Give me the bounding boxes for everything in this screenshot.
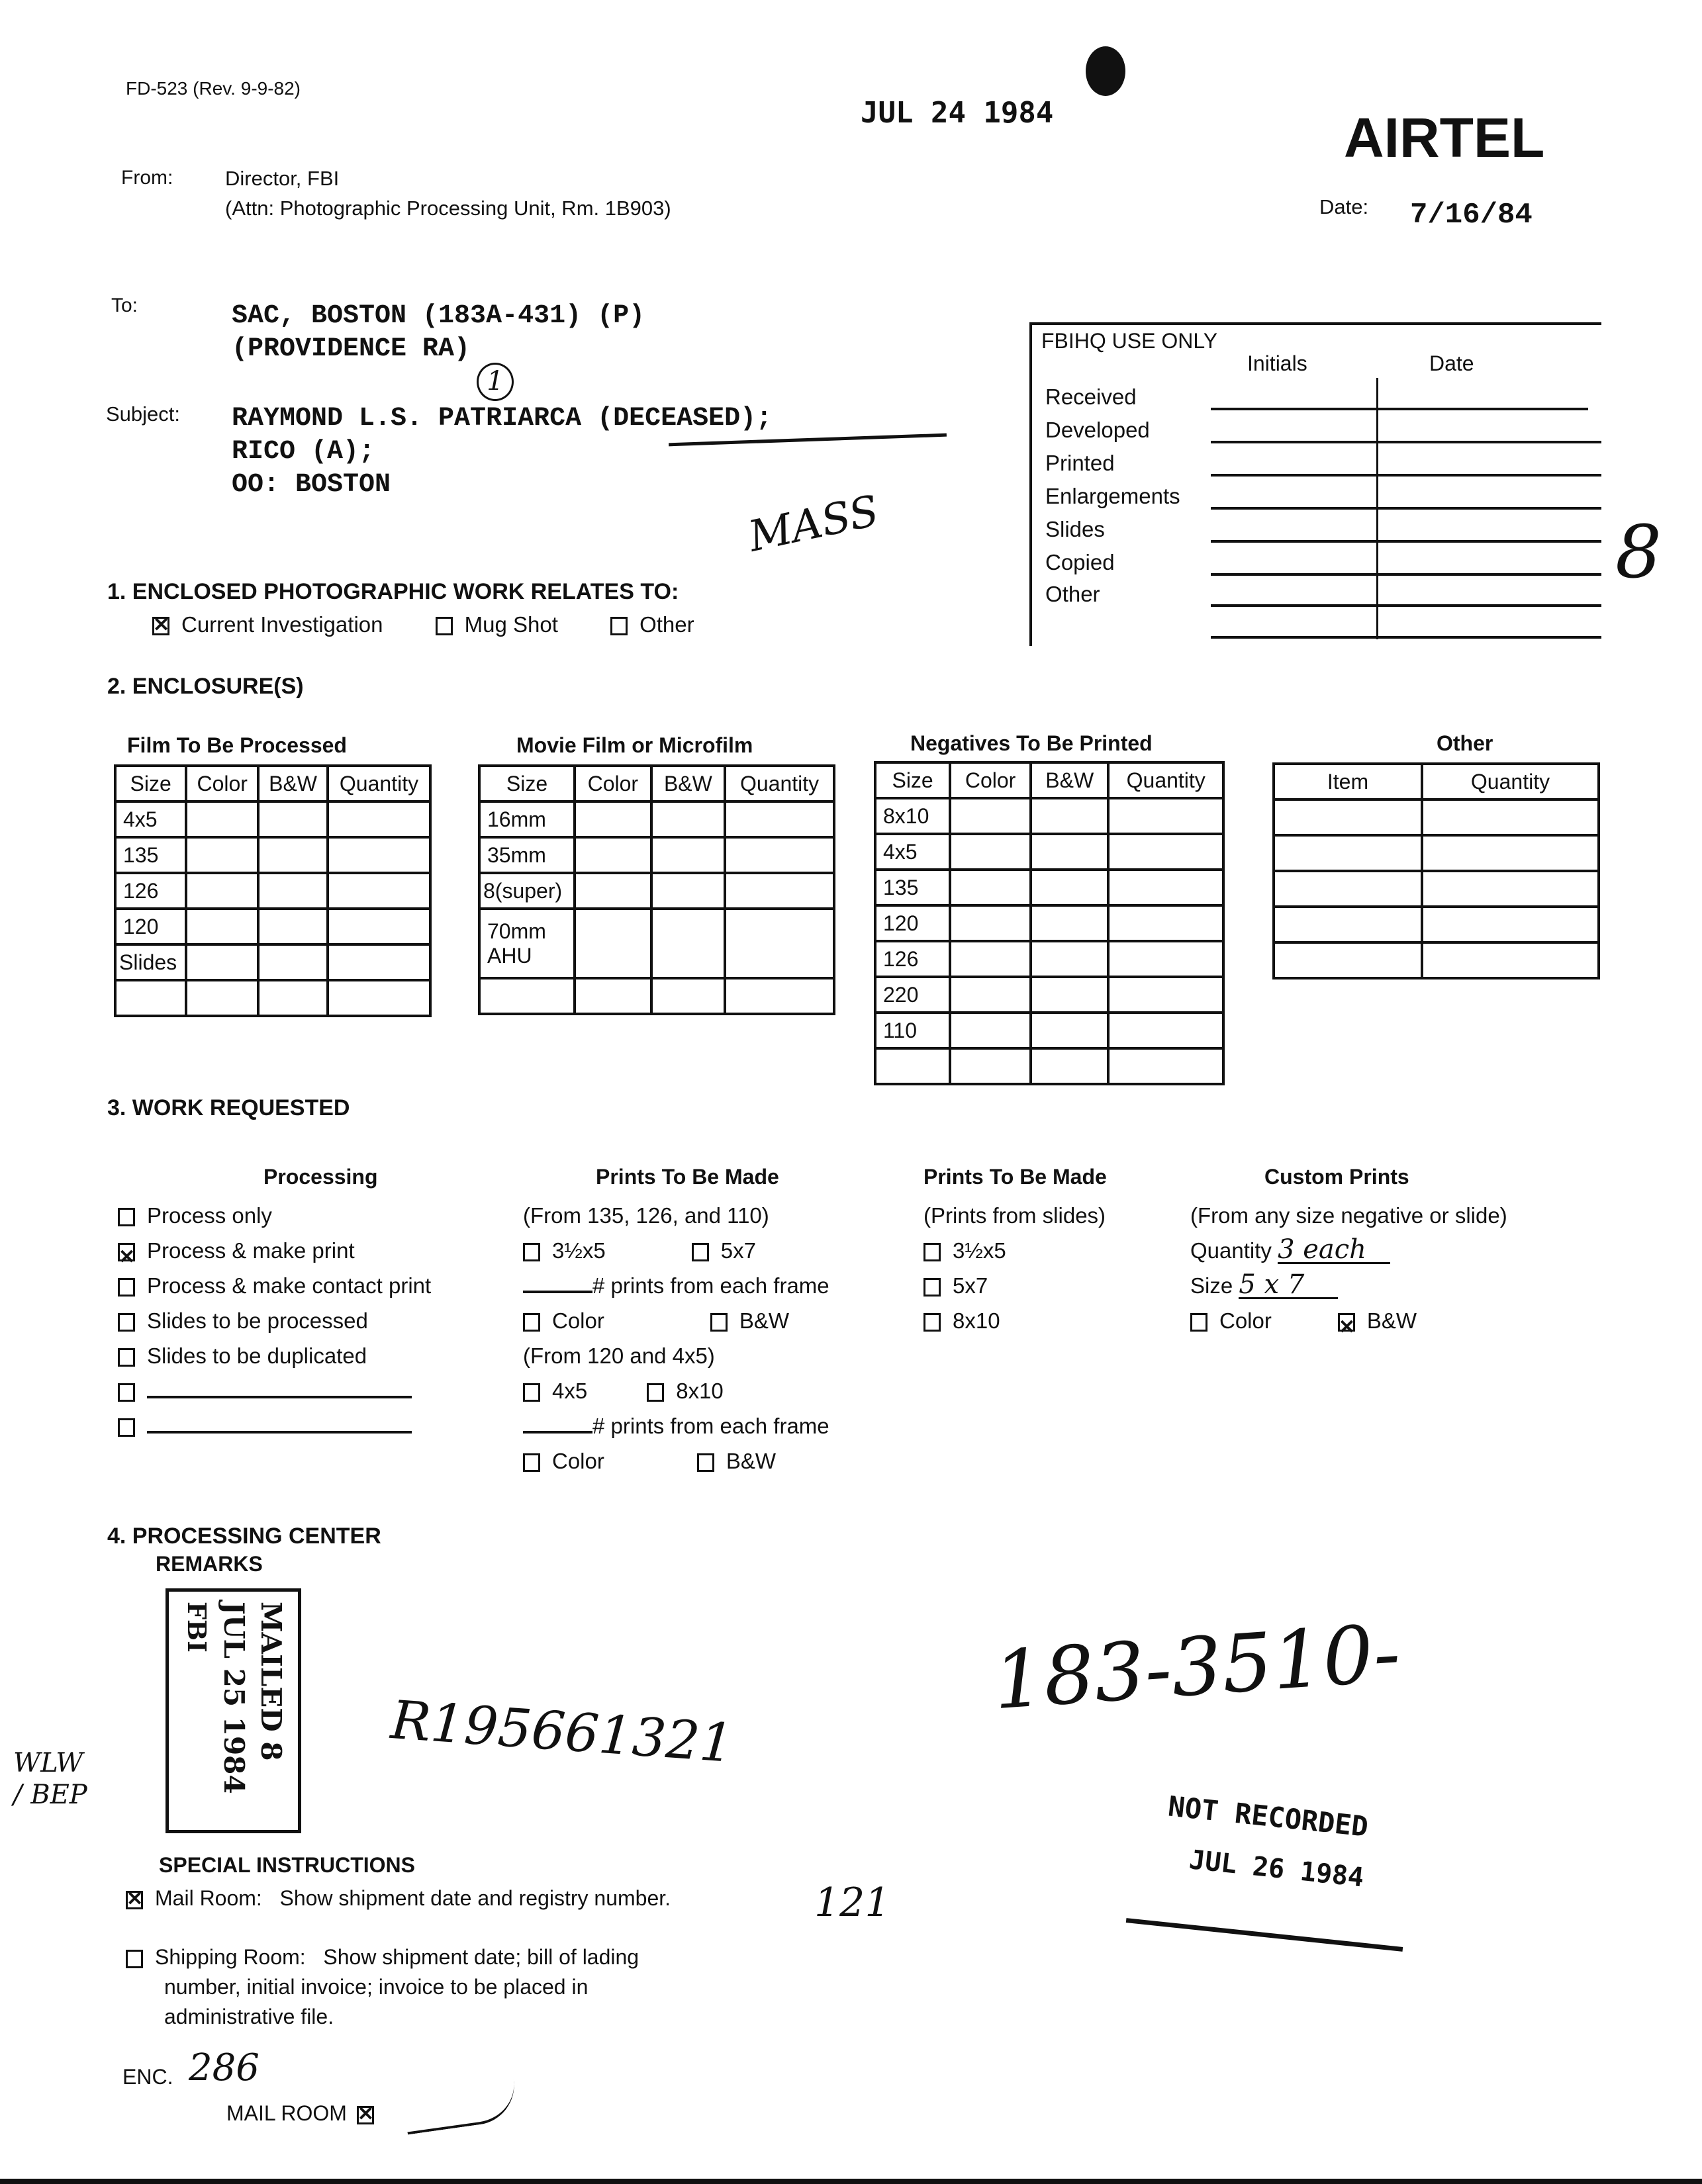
quantity-cell[interactable] — [1108, 1048, 1223, 1084]
other-table-title: Other — [1437, 731, 1493, 755]
film-table-title: Film To Be Processed — [127, 733, 347, 757]
checkbox[interactable] — [523, 1383, 540, 1402]
option-label: 3½x5 — [552, 1238, 606, 1263]
subject-line3: OO: BOSTON — [232, 470, 391, 500]
movie-table-title: Movie Film or Microfilm — [516, 733, 753, 757]
color-cell[interactable] — [950, 798, 1031, 834]
color-cell[interactable] — [575, 873, 651, 909]
option-label: Process only — [147, 1203, 272, 1228]
quantity-cell[interactable] — [328, 944, 430, 980]
fbihq-col-initials: Initials — [1247, 351, 1307, 375]
table-row — [115, 909, 430, 944]
fbihq-line-copied[interactable] — [1211, 573, 1601, 576]
subject-line1: RAYMOND L.S. PATRIARCA (DECEASED); — [232, 404, 773, 433]
option-label: 8x10 — [953, 1308, 1000, 1333]
deceased-underline — [669, 433, 947, 447]
table-row — [479, 801, 834, 837]
quantity-cell[interactable] — [1108, 1013, 1223, 1048]
signature — [401, 2071, 520, 2135]
option-4x5[interactable] — [523, 1379, 587, 1403]
remarks-label: REMARKS — [156, 1552, 263, 1576]
quantity-cell[interactable] — [1108, 905, 1223, 941]
section3-heading: 3. WORK REQUESTED — [107, 1095, 350, 1120]
bw-cell[interactable] — [258, 873, 328, 909]
fbihq-line-other[interactable] — [1211, 604, 1601, 607]
fbihq-use-only-box — [1029, 322, 1601, 646]
checkbox[interactable] — [118, 1418, 135, 1437]
size-cell: 126 — [115, 873, 186, 909]
checkbox-mail-room-footer[interactable] — [357, 2106, 374, 2124]
item-cell[interactable] — [1274, 942, 1422, 978]
table-row — [875, 977, 1223, 1013]
table-row — [875, 941, 1223, 977]
option-custom-color[interactable] — [1190, 1308, 1272, 1333]
quantity-cell[interactable] — [1422, 942, 1599, 978]
date-value: 7/16/84 — [1410, 199, 1533, 232]
mailed-stamp-rotated — [170, 1602, 289, 1827]
shipping-room-label: Shipping Room: — [155, 1945, 306, 1969]
fbihq-row-printed: Printed — [1045, 451, 1115, 475]
section2-heading: 2. ENCLOSURE(S) — [107, 674, 304, 699]
section1-heading: 1. ENCLOSED PHOTOGRAPHIC WORK RELATES TO: — [107, 579, 679, 604]
col-size: Size — [875, 762, 950, 798]
table-row — [875, 798, 1223, 834]
checkbox[interactable] — [647, 1383, 664, 1402]
bw-cell[interactable] — [651, 873, 726, 909]
color-cell[interactable] — [186, 837, 258, 873]
col-color: Color — [186, 766, 258, 801]
size-cell[interactable] — [479, 978, 575, 1014]
bw-cell[interactable] — [651, 909, 726, 978]
quantity-cell[interactable] — [328, 980, 430, 1016]
from-line2: (Attn: Photographic Processing Unit, Rm. 1B903) — [225, 197, 671, 220]
color-cell[interactable] — [950, 1013, 1031, 1048]
quantity-cell[interactable] — [725, 837, 834, 873]
color-cell[interactable] — [950, 1048, 1031, 1084]
option-slide-5x7[interactable] — [923, 1268, 1106, 1303]
prints-per-frame-field[interactable] — [523, 1271, 592, 1293]
special-instructions-heading: SPECIAL INSTRUCTIONS — [159, 1853, 415, 1877]
table-row — [479, 837, 834, 873]
color-cell[interactable] — [186, 801, 258, 837]
fbihq-line-slides[interactable] — [1211, 540, 1601, 543]
checkbox[interactable] — [523, 1313, 540, 1332]
item-cell[interactable] — [1274, 835, 1422, 871]
quantity-cell[interactable] — [725, 909, 834, 978]
option-label: Current Investigation — [181, 612, 383, 637]
option-label: Mug Shot — [464, 612, 558, 637]
quantity-cell[interactable] — [1108, 977, 1223, 1013]
from-line1: Director, FBI — [225, 167, 340, 190]
col-bw: B&W — [1031, 762, 1108, 798]
checkbox-mail-room[interactable] — [126, 1891, 143, 1909]
option-bw[interactable] — [710, 1308, 789, 1333]
punch-hole — [1086, 46, 1125, 96]
bw-cell[interactable] — [1031, 977, 1108, 1013]
fbihq-col-date: Date — [1429, 351, 1474, 375]
fbihq-row-other: Other — [1045, 582, 1100, 606]
table-row — [115, 837, 430, 873]
size-cell: 35mm — [479, 837, 575, 873]
item-cell[interactable] — [1274, 871, 1422, 907]
bw-cell[interactable] — [1031, 905, 1108, 941]
option-slides-processed[interactable] — [118, 1303, 431, 1338]
bw-cell[interactable] — [1031, 1013, 1108, 1048]
per-frame-label: # prints from each frame — [592, 1414, 829, 1438]
bw-cell[interactable] — [258, 837, 328, 873]
option-label: 4x5 — [552, 1379, 588, 1403]
color-cell[interactable] — [950, 905, 1031, 941]
checkbox[interactable] — [923, 1313, 941, 1332]
prints-a-block — [523, 1198, 829, 1479]
table-row — [875, 905, 1223, 941]
blank-line[interactable] — [147, 1411, 412, 1433]
option-label: Color — [552, 1308, 604, 1333]
fbihq-title: FBIHQ USE ONLY — [1041, 329, 1218, 353]
quantity-cell[interactable] — [1422, 835, 1599, 871]
color-cell[interactable] — [575, 978, 651, 1014]
size-cell: 16mm — [479, 801, 575, 837]
received-date-stamp: JUL 24 1984 — [861, 96, 1054, 130]
option-process-contact-print[interactable] — [118, 1268, 431, 1303]
option-blank-1[interactable] — [118, 1373, 431, 1408]
color-cell[interactable] — [950, 870, 1031, 905]
bw-cell[interactable] — [651, 801, 726, 837]
quantity-cell[interactable] — [1422, 871, 1599, 907]
prints-per-frame-field-2[interactable] — [523, 1411, 592, 1433]
section4-heading: 4. PROCESSING CENTER — [107, 1524, 381, 1549]
col-quantity: Quantity — [725, 766, 834, 801]
option-label: Color — [1219, 1308, 1272, 1333]
size-cell: 4x5 — [115, 801, 186, 837]
table-row — [115, 873, 430, 909]
table-row — [1274, 871, 1599, 907]
table-row — [115, 944, 430, 980]
shipping-room-text3: administrative file. — [164, 2005, 334, 2028]
size-cell: 4x5 — [875, 834, 950, 870]
quantity-cell[interactable] — [1108, 941, 1223, 977]
table-row — [115, 980, 430, 1016]
fbihq-row-received: Received — [1045, 385, 1137, 409]
option-process-only[interactable] — [118, 1198, 431, 1233]
quantity-cell[interactable] — [328, 909, 430, 944]
table-row — [479, 909, 834, 978]
checkbox-current-investigation[interactable] — [152, 617, 169, 635]
size-cell: 135 — [875, 870, 950, 905]
checkbox[interactable] — [118, 1278, 135, 1297]
quantity-cell[interactable] — [328, 837, 430, 873]
size-cell: 135 — [115, 837, 186, 873]
quantity-cell[interactable] — [1108, 834, 1223, 870]
option-label: 5x7 — [953, 1273, 988, 1298]
option-color[interactable] — [523, 1308, 604, 1333]
col-bw: B&W — [651, 766, 726, 801]
table-row — [1274, 835, 1599, 871]
checkbox[interactable] — [118, 1313, 135, 1332]
checkbox[interactable] — [692, 1243, 709, 1261]
processing-options — [118, 1198, 431, 1443]
handwritten-mass: MASS — [744, 486, 883, 562]
per-frame-label: # prints from each frame — [592, 1273, 829, 1298]
table-row — [875, 1048, 1223, 1084]
handwritten-circle-mark: 1 — [477, 363, 514, 401]
stamp-underline — [1126, 1918, 1403, 1952]
option-label: Other — [639, 612, 694, 637]
option-process-make-print[interactable] — [118, 1233, 431, 1268]
bw-cell[interactable] — [258, 944, 328, 980]
color-cell[interactable] — [186, 909, 258, 944]
prints-b-title: Prints To Be Made — [923, 1165, 1107, 1189]
size-cell: 120 — [115, 909, 186, 944]
col-color: Color — [575, 766, 651, 801]
quantity-cell[interactable] — [725, 801, 834, 837]
enc-count: 286 — [189, 2046, 260, 2089]
checkbox[interactable] — [118, 1243, 135, 1261]
option-label: Slides to be duplicated — [147, 1343, 367, 1368]
checkbox[interactable] — [1338, 1313, 1355, 1332]
to-label: To: — [111, 295, 138, 316]
shipping-room-text2: number, initial invoice; invoice to be placed in — [164, 1975, 589, 1999]
movie-table — [478, 764, 835, 1015]
fbihq-line-received[interactable] — [1211, 408, 1588, 410]
option-bw-2[interactable] — [697, 1449, 776, 1473]
bw-cell[interactable] — [1031, 834, 1108, 870]
handwritten-side-number: 8 — [1615, 510, 1662, 594]
option-current-investigation[interactable] — [152, 612, 383, 637]
mail-room-instruction[interactable] — [126, 1886, 671, 1911]
color-cell[interactable] — [186, 873, 258, 909]
handwritten-file-number: 183-3510- — [990, 1607, 1403, 1728]
handwritten-registry: R195661321 — [389, 1689, 735, 1774]
size-field[interactable]: 5 x 7 — [1239, 1272, 1338, 1299]
size-cell: 220 — [875, 977, 950, 1013]
size-cell: 126 — [875, 941, 950, 977]
checkbox[interactable] — [1190, 1313, 1207, 1332]
color-cell[interactable] — [575, 801, 651, 837]
mail-room-text: Show shipment date and registry number. — [279, 1886, 671, 1910]
option-label: 3½x5 — [953, 1238, 1006, 1263]
quantity-cell[interactable] — [1108, 870, 1223, 905]
quantity-cell[interactable] — [328, 801, 430, 837]
option-8x10[interactable] — [647, 1379, 724, 1403]
fbihq-line-extra[interactable] — [1211, 636, 1601, 639]
custom-prints-block — [1190, 1198, 1507, 1338]
subject-label: Subject: — [106, 402, 181, 426]
blank-line[interactable] — [147, 1376, 412, 1398]
bw-cell[interactable] — [258, 909, 328, 944]
quantity-cell[interactable] — [1422, 907, 1599, 942]
custom-sub: (From any size negative or slide) — [1190, 1203, 1507, 1228]
quantity-cell[interactable] — [725, 978, 834, 1014]
col-quantity: Quantity — [1108, 762, 1223, 798]
table-row — [1274, 942, 1599, 978]
option-label: Process & make contact print — [147, 1273, 432, 1298]
form-id: FD-523 (Rev. 9-9-82) — [126, 78, 301, 99]
col-quantity: Quantity — [328, 766, 430, 801]
mailed-stamp-line2: JUL 25 1984 — [218, 1602, 250, 1794]
handwritten-initials: WLW / BEP — [13, 1748, 87, 1810]
shipping-room-instruction[interactable] — [126, 1942, 639, 2032]
checkbox[interactable] — [523, 1243, 540, 1261]
col-item: Item — [1274, 764, 1422, 799]
negatives-table-title: Negatives To Be Printed — [910, 731, 1153, 755]
fbihq-row-copied: Copied — [1045, 550, 1115, 574]
film-table — [114, 764, 432, 1017]
table-row — [875, 870, 1223, 905]
col-bw: B&W — [258, 766, 328, 801]
checkbox[interactable] — [118, 1348, 135, 1367]
bw-cell[interactable] — [1031, 870, 1108, 905]
mail-room-footer-label: MAIL ROOM — [226, 2101, 347, 2125]
bw-cell[interactable] — [1031, 798, 1108, 834]
col-size: Size — [115, 766, 186, 801]
size-cell: 120 — [875, 905, 950, 941]
option-label: Color — [552, 1449, 604, 1473]
option-other[interactable] — [610, 612, 694, 637]
table-row — [1274, 907, 1599, 942]
custom-prints-title: Custom Prints — [1264, 1165, 1409, 1189]
fbihq-line-printed[interactable] — [1211, 474, 1601, 477]
to-line1: SAC, BOSTON (183A-431) (P) — [232, 301, 645, 331]
negatives-table — [874, 761, 1225, 1085]
quantity-cell[interactable] — [725, 873, 834, 909]
option-3half-x5[interactable] — [523, 1238, 606, 1263]
bw-cell[interactable] — [258, 980, 328, 1016]
processing-title: Processing — [263, 1165, 378, 1189]
size-cell: 110 — [875, 1013, 950, 1048]
size-cell[interactable] — [875, 1048, 950, 1084]
prints-a-sub1: (From 135, 126, and 110) — [523, 1203, 769, 1228]
mailed-stamp-line3: FBI — [182, 1602, 212, 1653]
option-blank-2[interactable] — [118, 1408, 431, 1443]
prints-b-sub: (Prints from slides) — [923, 1203, 1106, 1228]
table-row — [479, 873, 834, 909]
fbihq-row-developed: Developed — [1045, 418, 1150, 442]
mailed-stamp-line1: MAILED 8 — [255, 1602, 287, 1761]
fbihq-line-developed[interactable] — [1211, 441, 1601, 443]
checkbox-other[interactable] — [610, 617, 628, 635]
section1-options — [152, 612, 694, 637]
option-color-2[interactable] — [523, 1449, 604, 1473]
option-mug-shot[interactable] — [436, 612, 558, 637]
not-recorded-line1: NOT RECORDED — [1166, 1790, 1370, 1843]
bw-cell[interactable] — [651, 837, 726, 873]
checkbox[interactable] — [710, 1313, 728, 1332]
mail-room-footer — [226, 2101, 386, 2126]
bw-cell[interactable] — [1031, 1048, 1108, 1084]
color-cell[interactable] — [950, 834, 1031, 870]
quantity-label: Quantity — [1190, 1238, 1272, 1263]
col-quantity: Quantity — [1422, 764, 1599, 799]
color-cell[interactable] — [950, 977, 1031, 1013]
enc-label: ENC. — [122, 2065, 173, 2089]
prints-b-block — [923, 1198, 1106, 1338]
table-row — [479, 978, 834, 1014]
to-line2: (PROVIDENCE RA) — [232, 334, 471, 364]
size-cell: 8x10 — [875, 798, 950, 834]
checkbox[interactable] — [697, 1453, 714, 1472]
checkbox-shipping-room[interactable] — [126, 1950, 143, 1968]
checkbox[interactable] — [523, 1453, 540, 1472]
shipping-room-text1: Show shipment date; bill of lading — [323, 1945, 639, 1969]
prints-a-sub2: (From 120 and 4x5) — [523, 1343, 715, 1368]
option-label: Slides to be processed — [147, 1308, 368, 1333]
checkbox-mug-shot[interactable] — [436, 617, 453, 635]
option-slide-3half-x5[interactable] — [923, 1233, 1106, 1268]
item-cell[interactable] — [1274, 799, 1422, 835]
color-cell[interactable] — [186, 980, 258, 1016]
mail-room-label: Mail Room: — [155, 1886, 262, 1910]
option-5x7[interactable] — [692, 1238, 756, 1263]
table-row — [875, 1013, 1223, 1048]
option-label: 5x7 — [720, 1238, 756, 1263]
page-title: AIRTEL — [1344, 107, 1545, 169]
option-slides-duplicated[interactable] — [118, 1338, 431, 1373]
option-label: B&W — [726, 1449, 777, 1473]
color-cell[interactable] — [950, 941, 1031, 977]
checkbox[interactable] — [118, 1208, 135, 1226]
option-label: B&W — [739, 1308, 790, 1333]
bw-cell[interactable] — [1031, 941, 1108, 977]
option-label: 8x10 — [676, 1379, 724, 1403]
size-cell: 70mm AHU — [479, 909, 575, 978]
not-recorded-stamp — [1161, 1790, 1370, 1893]
quantity-field[interactable]: 3 each — [1278, 1237, 1390, 1264]
checkbox[interactable] — [118, 1383, 135, 1402]
table-row — [115, 801, 430, 837]
fbihq-row-slides: Slides — [1045, 517, 1105, 541]
size-cell: Slides — [115, 944, 186, 980]
color-cell[interactable] — [575, 909, 651, 978]
col-size: Size — [479, 766, 575, 801]
size-label: Size — [1190, 1273, 1233, 1298]
handwritten-bottom-note: 121 — [814, 1880, 890, 1926]
date-label: Date: — [1319, 195, 1369, 218]
quantity-cell[interactable] — [1108, 798, 1223, 834]
option-slide-8x10[interactable] — [923, 1303, 1106, 1338]
size-cell[interactable] — [115, 980, 186, 1016]
fbihq-row-enlargements: Enlargements — [1045, 484, 1180, 508]
option-label: B&W — [1366, 1308, 1417, 1333]
other-table — [1272, 762, 1600, 979]
bw-cell[interactable] — [258, 801, 328, 837]
option-custom-bw[interactable] — [1338, 1308, 1417, 1333]
page-bottom-edge — [0, 2179, 1702, 2184]
table-row — [875, 834, 1223, 870]
color-cell[interactable] — [186, 944, 258, 980]
prints-a-title: Prints To Be Made — [596, 1165, 779, 1189]
option-label: Process & make print — [147, 1238, 355, 1263]
checkbox[interactable] — [923, 1278, 941, 1297]
quantity-cell[interactable] — [1422, 799, 1599, 835]
col-color: Color — [950, 762, 1031, 798]
from-label: From: — [121, 167, 173, 189]
table-row — [1274, 799, 1599, 835]
item-cell[interactable] — [1274, 907, 1422, 942]
color-cell[interactable] — [575, 837, 651, 873]
bw-cell[interactable] — [651, 978, 726, 1014]
fbihq-line-enlargements[interactable] — [1211, 507, 1601, 510]
checkbox[interactable] — [923, 1243, 941, 1261]
subject-line2: RICO (A); — [232, 437, 375, 467]
quantity-cell[interactable] — [328, 873, 430, 909]
not-recorded-line2: JUL 26 1984 — [1188, 1844, 1366, 1893]
size-cell: 8(super) — [479, 873, 575, 909]
